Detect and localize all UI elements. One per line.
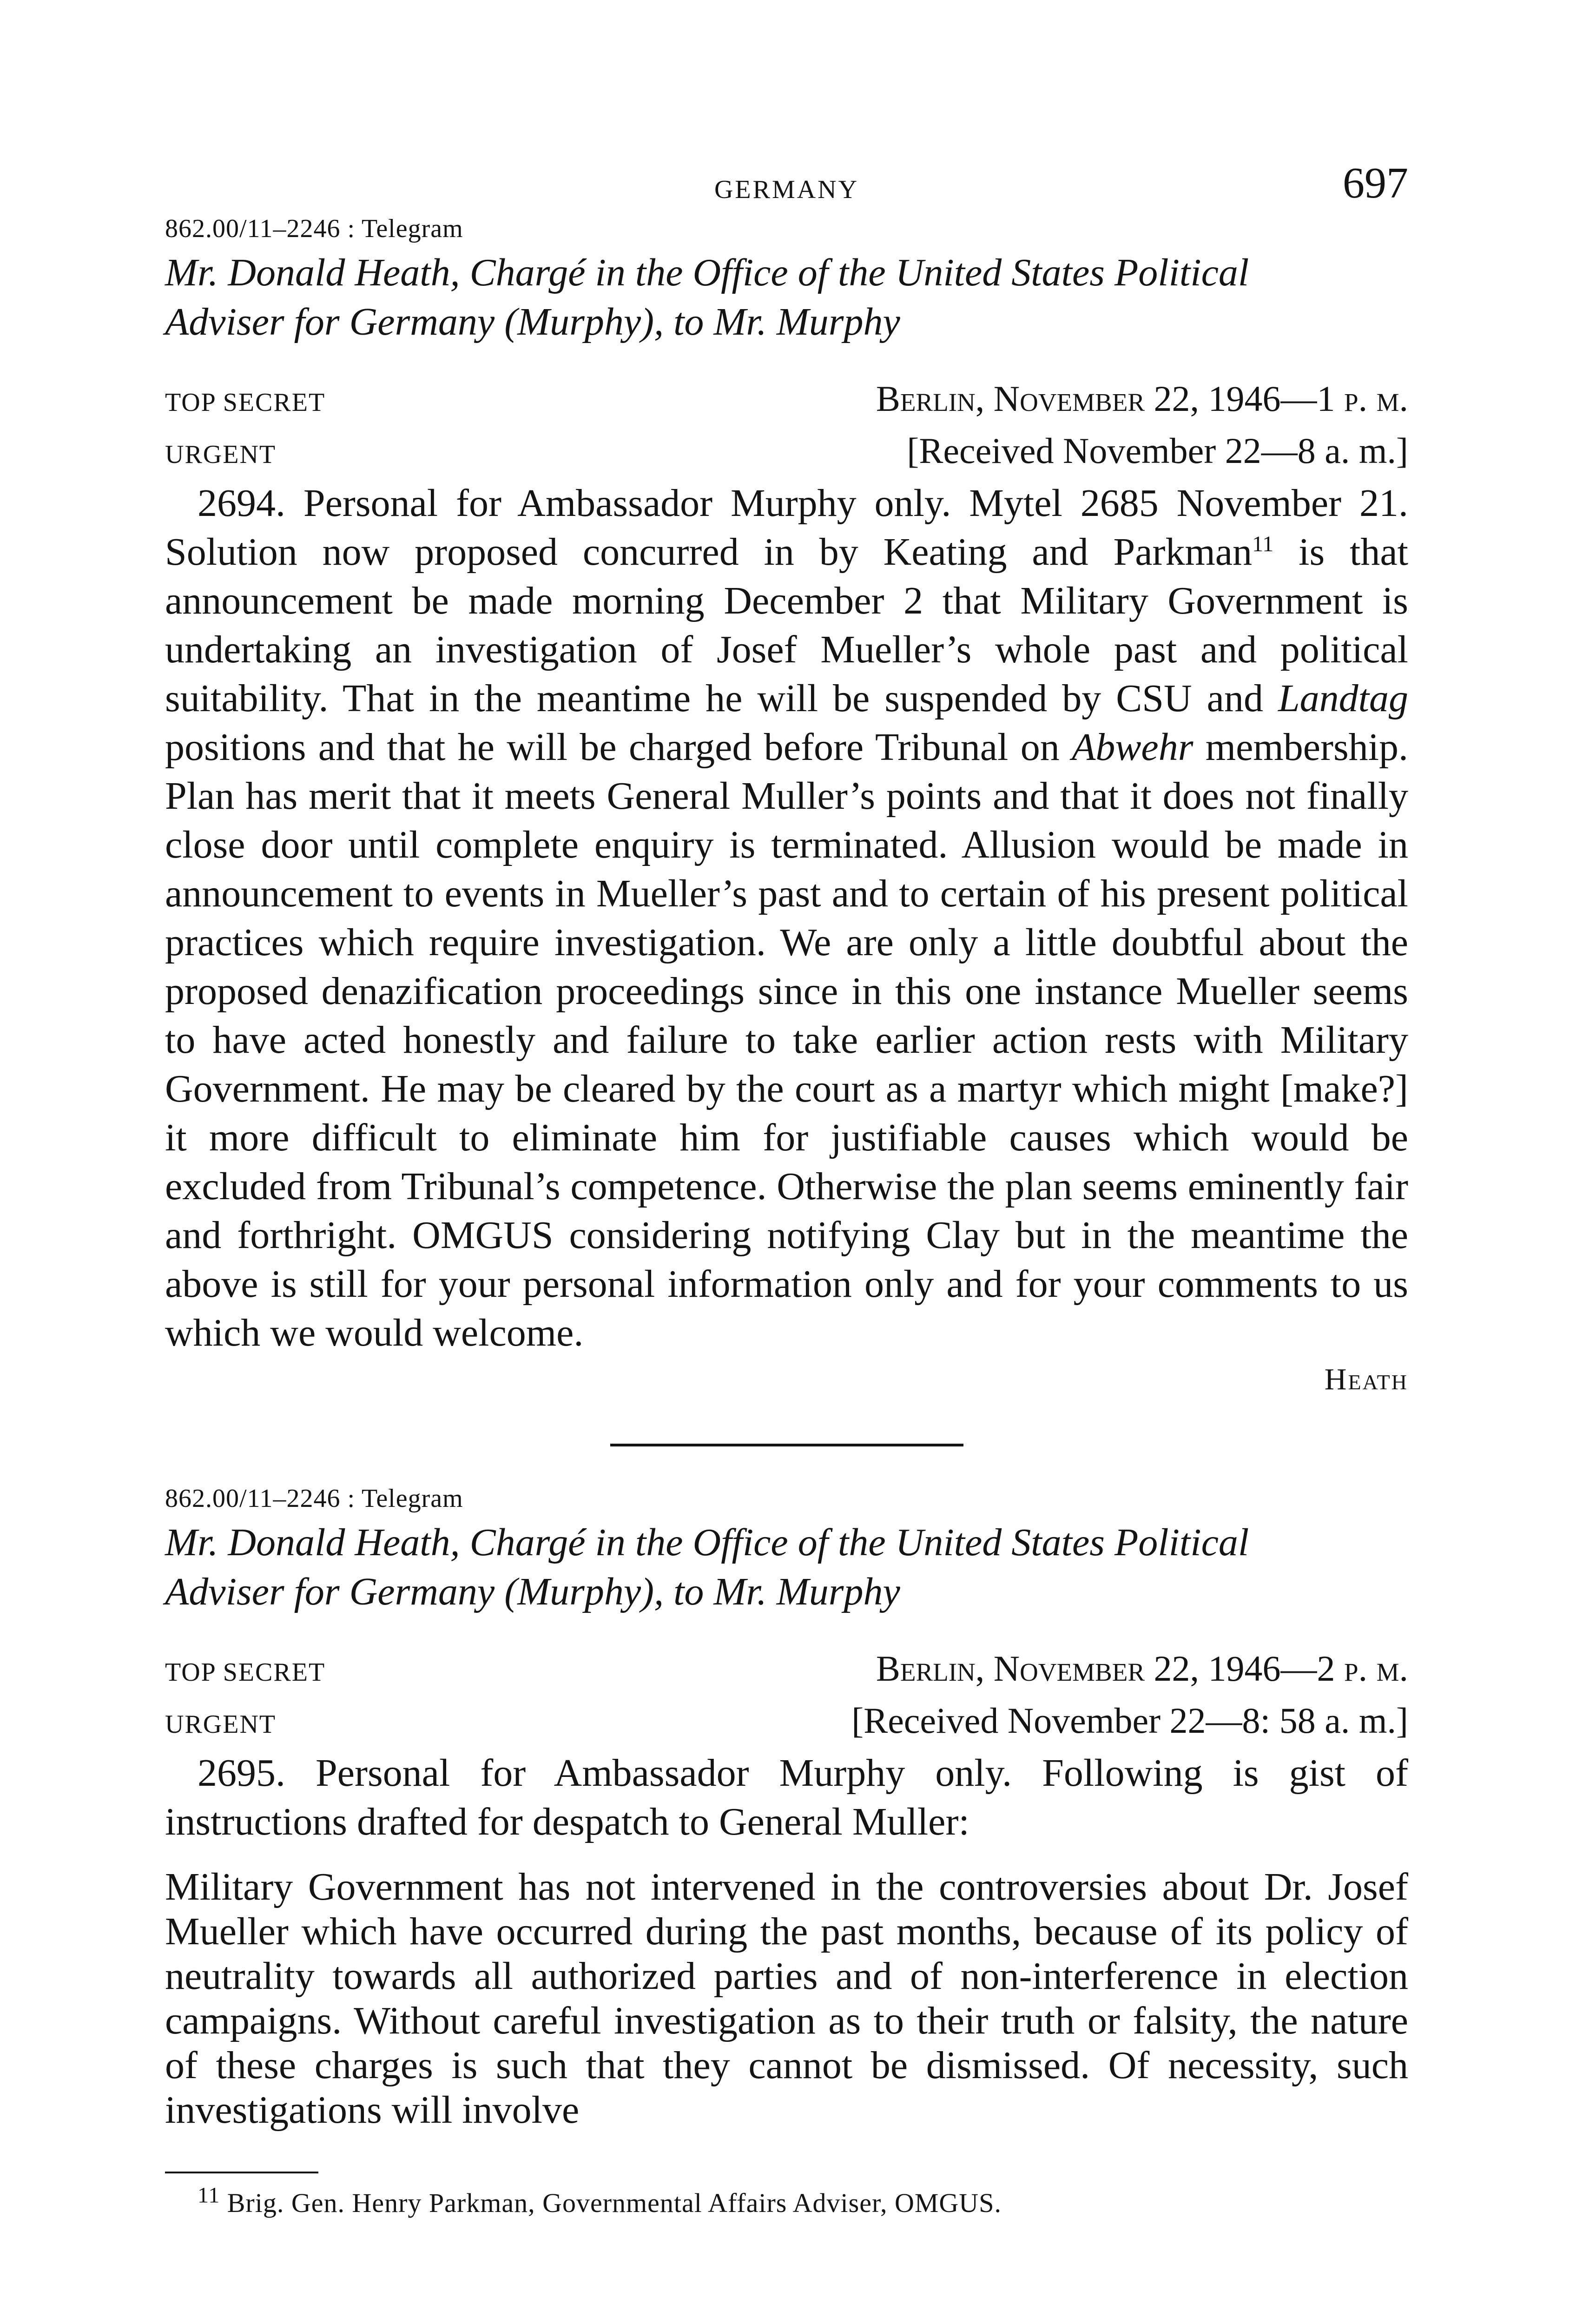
signature: Heath [1324, 1362, 1408, 1396]
running-head-title: GERMANY [714, 175, 859, 204]
classification-label: TOP SECRET [165, 1658, 326, 1687]
received-line: [Received November 22—8: 58 a. m.] [851, 1700, 1408, 1741]
document-title [165, 248, 1408, 347]
body-italic-landtag: Landtag [1278, 677, 1408, 720]
body-text-part2: is that announcement be made morning December 2 that Military Government is undertaking an investigation of Josef Mueller’s whole past and political suitability. That in the meantime he will be suspended by CSU and [165, 530, 1408, 720]
file-reference: 862.00/11–2246 : Telegram [165, 1484, 463, 1513]
classification-label: TOP SECRET [165, 388, 326, 417]
running-head [165, 153, 1408, 209]
received-line: [Received November 22—8 a. m.] [907, 430, 1408, 471]
page-number: 697 [1343, 159, 1408, 207]
dateline: Berlin, November 22, 1946—2 p. m. [876, 1648, 1408, 1689]
document-title-line1: Mr. Donald Heath, Chargé in the Office of the United States Political [165, 1521, 1249, 1564]
footnote-text: Brig. Gen. Henry Parkman, Governmental Affairs Adviser, OMGUS. [227, 2188, 1002, 2218]
precedence-label: URGENT [165, 440, 277, 469]
body-text-part3: positions and that he will be charged before Tribunal on [165, 726, 1072, 769]
dateline: Berlin, November 22, 1946—1 p. m. [876, 378, 1408, 419]
telegram-2695 [165, 1484, 1408, 2133]
file-reference: 862.00/11–2246 : Telegram [165, 214, 463, 243]
footnote [165, 2183, 1408, 2218]
telegram-2694 [165, 214, 1408, 1397]
section-divider [610, 1444, 963, 1446]
document-title-line1: Mr. Donald Heath, Chargé in the Office of the United States Political [165, 251, 1249, 294]
document-title [165, 1518, 1408, 1617]
precedence-label: URGENT [165, 1710, 277, 1739]
footnote-number: 11 [198, 2183, 220, 2208]
telegram-body [165, 479, 1408, 1357]
footnote-divider [165, 2172, 318, 2173]
quote-text: Military Government has not intervened in the controversies about Dr. Josef Mueller which have occurred during the past months, because of its policy of neutrality towards all authorized parties and of non-interference in election campaigns. Without careful investigation as to their truth or falsity, the nature of these charges is such that they cannot be dismissed. Of necessity, such investigations will involve [165, 1865, 1408, 2132]
footnote-marker: 11 [1252, 532, 1274, 556]
document-title-line2: Adviser for Germany (Murphy), to Mr. Murphy [165, 300, 900, 343]
telegram-body [165, 1749, 1408, 1846]
body-italic-abwehr: Abwehr [1072, 726, 1194, 769]
document-title-line2: Adviser for Germany (Murphy), to Mr. Murphy [165, 1570, 900, 1613]
quoted-instructions [165, 1865, 1408, 2133]
body-text-part1: 2694. Personal for Ambassador Murphy only. Mytel 2685 November 21. Solution now proposed concurred in by Keating and Parkman [165, 482, 1408, 574]
telegram-meta [165, 1644, 1408, 1749]
document-page [165, 153, 1408, 2218]
body-text-part4: membership. Plan has merit that it meets General Muller’s points and that it does not finally close door until complete enquiry is terminated. Allusion would be made in announcement to events in Mueller’s past and to certain of his present political practices which require investigation. We are only a little doubtful about the proposed denazification proceedings since in this one instance Mueller seems to have acted honestly and failure to take earlier action rests with Military Government. He may be cleared by the court as a martyr which might [make?] it more difficult to eliminate him for justifiable causes which would be excluded from Tribunal’s competence. Otherwise the plan seems eminently fair and forthright. OMGUS considering notifying Clay but in the meantime the above is still for your personal information only and for your comments to us which we would welcome. [165, 726, 1408, 1354]
body-text: 2695. Personal for Ambassador Murphy only. Following is gist of instructions drafted for despatch to General Muller: [165, 1751, 1408, 1843]
telegram-meta [165, 375, 1408, 479]
